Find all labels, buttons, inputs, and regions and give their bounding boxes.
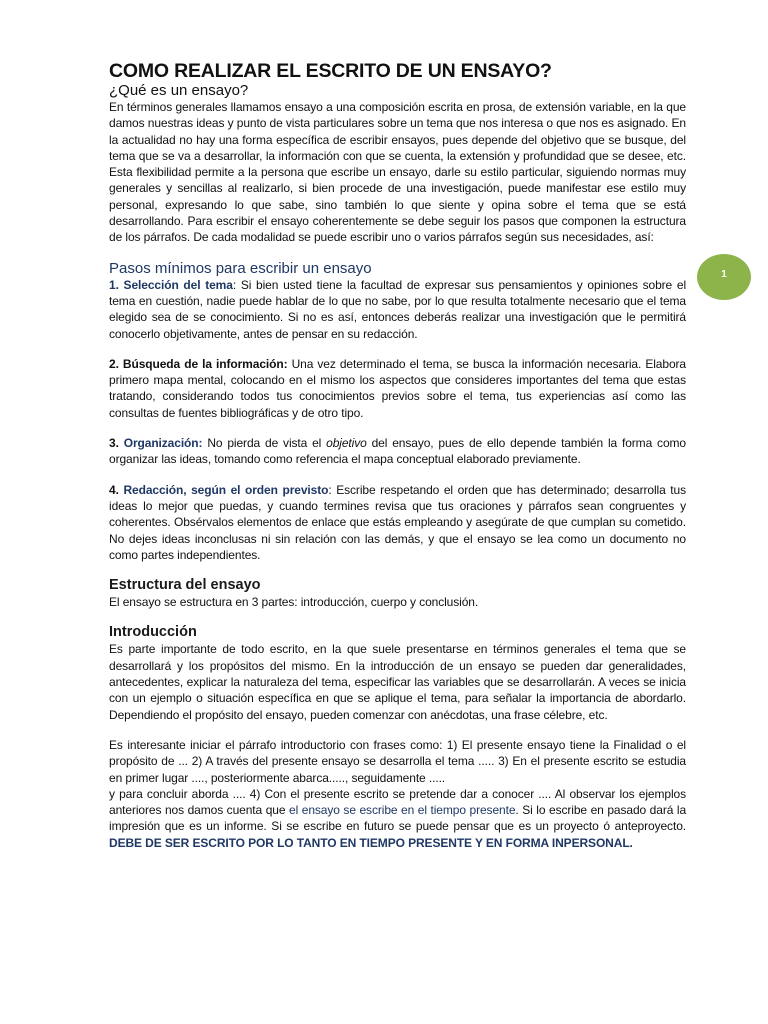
page-number-badge: 1 xyxy=(697,254,751,300)
heading-introduccion: Introducción xyxy=(109,624,197,641)
step-4-label: Redacción, según el orden previsto xyxy=(118,482,329,497)
step-2-label: 2. Búsqueda de la información: xyxy=(109,356,288,371)
step-3-text-b: del ensayo, pues de ello depende también la forma como organizar las ideas, tomando como referencia el mapa conceptual elaborado previamente. xyxy=(109,436,686,467)
intro-2-emphasis: el ensayo se escribe en el tiempo presente xyxy=(289,803,516,818)
paragraph-introduccion-2a: Es interesante iniciar el párrafo introductorio con frases como: 1) El presente ensayo tiene la Finalidad o el propósito de ... 2) A través del presente ensayo se desarrolla el tema ..... 3) En el presente escrito se estudia en primer lugar ...., posteriormente abarca....., seguidamente ..... xyxy=(109,737,686,785)
intro-2-text-b: y para concluir aborda .... 4) Con el presente escrito se pretende dar a conocer .... Al observar los ejemplos anteriores nos damos cuenta que xyxy=(109,786,686,818)
step-1-text: : Si bien usted tiene la facultad de expresar sus pensamientos y opiniones sobre el tema en cuestión, nadie puede hablar de lo que no sabe, por lo que resulta totalmente necesario que el tema elegido sea de se conocimiento. Si no es así, entonces deberás realizar una investigación que le permitirá conocerlo objetivamente, antes de pensar en su redacción. xyxy=(109,277,687,341)
paragraph-que-es: En términos generales llamamos ensayo a una composición escrita en prosa, de extensión variable, en la que damos nuestras ideas y punto de vista particulares sobre un tema que nos interesa o que nos es asignado. En la actualidad no hay una forma específica de escribir ensayos, pues depende del objetivo que se busque, del tema que se va a desarrollar, la información con que se cuenta, la extensión y profundidad que se desee, etc. Esta flexibilidad permite a la persona que escribe un ensayo, darle su estilo particular, siguiendo normas muy generales y sencillas al realizarlo, si bien procede de una investigación, puede manifestar ese estilo muy personal, expresando lo que sabe, sino también lo que siente y opina sobre el tema que se está desarrollando. Para escribir el ensayo coherentemente se debe seguir los pasos que componen la estructura de los párrafos. De cada modalidad se puede escribir uno o varios párrafos según sus necesidades, así: xyxy=(109,100,686,245)
paragraph-step-3 xyxy=(109,435,686,468)
step-4-number: 4. xyxy=(109,482,119,497)
step-3-text-a: No pierda de vista el xyxy=(202,436,327,451)
step-2-text: Una vez determinado el tema, se busca la información necesaria. Elabora primero mapa mental, colocando en el mismo los aspectos que consideres importantes del tema que estas tratando, considerando todos tus conocimientos previos sobre el tema, tus experiencias así como las consultas de fuentes bibliográficas y de otro tipo. xyxy=(109,356,686,420)
step-3-italic: objetivo xyxy=(326,436,367,451)
intro-2-caps: DEBE DE SER ESCRITO POR LO TANTO EN TIEMPO PRESENTE Y EN FORMA INPERSONAL. xyxy=(109,835,633,850)
heading-que-es: ¿Qué es un ensayo? xyxy=(109,82,249,99)
page-title: COMO REALIZAR EL ESCRITO DE UN ENSAYO? xyxy=(109,60,552,82)
heading-pasos: Pasos mínimos para escribir un ensayo xyxy=(109,259,372,277)
step-3-label: Organización: xyxy=(118,436,203,451)
paragraph-step-2 xyxy=(109,356,686,421)
intro-2-text-c: . Si lo escribe en pasado dará la impresión que es un informe. Si se escribe en futuro se puede pensar que es un proyecto ó anteproyecto. xyxy=(109,803,687,834)
paragraph-introduccion-2b xyxy=(109,786,686,851)
paragraph-step-1 xyxy=(109,277,686,342)
paragraph-step-4 xyxy=(109,482,686,563)
document-content xyxy=(109,60,686,851)
heading-estructura: Estructura del ensayo xyxy=(109,577,261,594)
paragraph-introduccion-1: Es parte importante de todo escrito, en la que suele presentarse en términos generales el tema que se desarrollará y los propósitos del mismo. En la introducción de un ensayo se pueden dar generalidades, antecedentes, explicar la naturaleza del tema, especificar las variables que se desarrollarán. A veces se inicia con un ejemplo o situación específica en que se aplique el tema, para señalar la importancia de abordarlo. Dependiendo el propósito del ensayo, pueden comenzar con anécdotas, una frase célebre, etc. xyxy=(109,642,686,722)
step-1-label: 1. Selección del tema xyxy=(109,277,233,292)
step-3-number: 3. xyxy=(109,436,119,451)
step-4-text: : Escribe respetando el orden que has determinado; desarrolla tus ideas lo mejor que puedas, y cuando termines revisa que tus oraciones y párrafos sean congruentes y coherentes. Obsérvalos elementos de enlace que estás empleando y asegúrate de que cumplan su cometido. No dejes ideas inconclusas ni sin relación con las demás, y que el ensayo se lea como un documento no como partes independientes. xyxy=(109,482,686,562)
paragraph-estructura: El ensayo se estructura en 3 partes: introducción, cuerpo y conclusión. xyxy=(109,595,479,610)
